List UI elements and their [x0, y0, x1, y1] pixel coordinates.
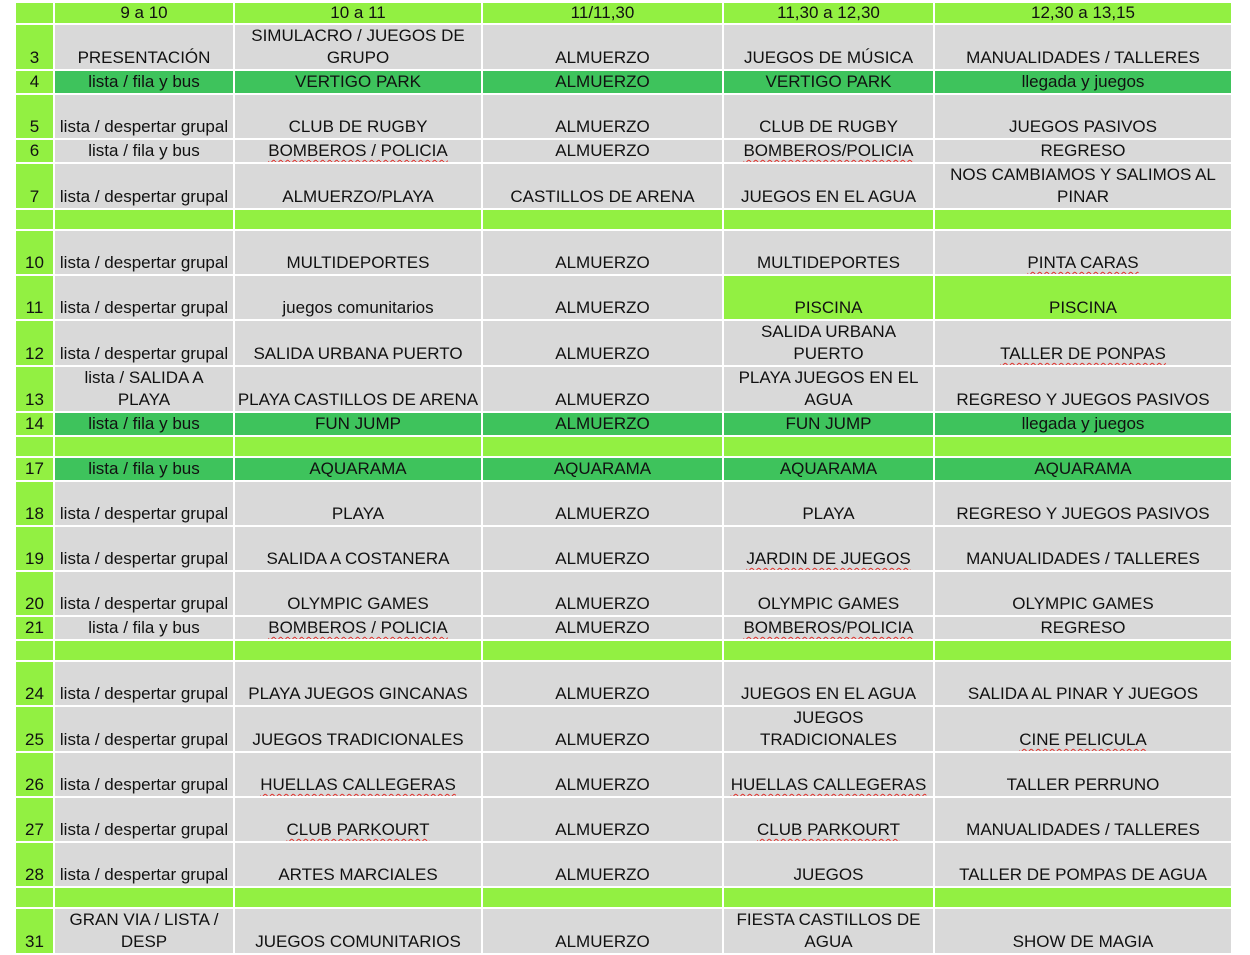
separator-cell[interactable] [16, 641, 53, 660]
day-cell[interactable]: 12 [16, 321, 53, 365]
activity-cell[interactable]: lista / despertar grupal [55, 164, 233, 208]
activity-cell[interactable]: JUEGOS TRADICIONALES [235, 707, 481, 751]
activity-cell[interactable] [235, 753, 481, 796]
day-cell[interactable]: 18 [16, 482, 53, 525]
spell-flagged-text: PINTA CARAS [1027, 253, 1139, 272]
table-row [16, 572, 1231, 615]
table-row [16, 909, 1231, 953]
activity-cell[interactable]: FUN JUMP [724, 413, 933, 435]
activity-cell[interactable]: PISCINA [724, 276, 933, 319]
table-row [16, 25, 1231, 69]
activity-cell[interactable] [724, 798, 933, 841]
activity-cell[interactable]: PISCINA [935, 276, 1231, 319]
separator-cell[interactable] [55, 641, 233, 660]
activity-cell[interactable]: llegada y juegos [935, 71, 1231, 93]
activity-cell[interactable]: ALMUERZO [483, 527, 722, 570]
header-cell[interactable]: 12,30 a 13,15 [935, 3, 1231, 23]
activity-cell[interactable]: SALIDA URBANA PUERTO [724, 321, 933, 365]
table-row [16, 798, 1231, 841]
table-row [16, 321, 1231, 365]
activity-cell[interactable]: JUEGOS EN EL AGUA [724, 164, 933, 208]
activity-cell[interactable]: JUEGOS EN EL AGUA [724, 662, 933, 705]
table-row [16, 662, 1231, 705]
activity-cell[interactable]: REGRESO [935, 140, 1231, 162]
day-cell[interactable]: 19 [16, 527, 53, 570]
activity-cell[interactable]: lista / despertar grupal [55, 662, 233, 705]
header-cell[interactable]: 11,30 a 12,30 [724, 3, 933, 23]
activity-cell[interactable]: SALIDA A COSTANERA [235, 527, 481, 570]
day-cell[interactable]: 21 [16, 617, 53, 639]
spell-flagged-text: BOMBEROS/POLICIA [743, 141, 914, 160]
activity-cell[interactable]: ALMUERZO [483, 367, 722, 411]
activity-cell[interactable]: SALIDA AL PINAR Y JUEGOS [935, 662, 1231, 705]
activity-cell[interactable] [724, 527, 933, 570]
separator-cell[interactable] [483, 437, 722, 456]
activity-cell[interactable]: MANUALIDADES / TALLERES [935, 798, 1231, 841]
activity-cell[interactable]: OLYMPIC GAMES [724, 572, 933, 615]
spell-flagged-text: BOMBEROS / POLICIA [268, 141, 448, 160]
activity-cell[interactable] [935, 321, 1231, 365]
activity-cell[interactable]: PLAYA CASTILLOS DE ARENA [235, 367, 481, 411]
spell-flagged-text: JARDIN DE JUEGOS [746, 549, 911, 568]
activity-cell[interactable]: NOS CAMBIAMOS Y SALIMOS AL PINAR [935, 164, 1231, 208]
separator-cell[interactable] [724, 210, 933, 229]
activity-cell[interactable]: lista / despertar grupal [55, 527, 233, 570]
separator-cell[interactable] [483, 641, 722, 660]
spell-flagged-text: CINE PELICULA [1019, 730, 1147, 749]
week-separator-row [16, 641, 1231, 660]
activity-cell[interactable]: VERTIGO PARK [235, 71, 481, 93]
activity-cell[interactable]: OLYMPIC GAMES [235, 572, 481, 615]
activity-cell[interactable]: ALMUERZO/PLAYA [235, 164, 481, 208]
activity-cell[interactable]: lista / despertar grupal [55, 231, 233, 274]
table-row [16, 843, 1231, 886]
day-cell[interactable]: 20 [16, 572, 53, 615]
separator-cell[interactable] [16, 437, 53, 456]
activity-cell[interactable] [235, 617, 481, 639]
day-cell[interactable]: 3 [16, 25, 53, 69]
activity-cell[interactable]: ALMUERZO [483, 617, 722, 639]
separator-cell[interactable] [724, 437, 933, 456]
activity-cell[interactable]: CASTILLOS DE ARENA [483, 164, 722, 208]
activity-cell[interactable]: JUEGOS PASIVOS [935, 95, 1231, 138]
activity-cell[interactable]: PRESENTACIÓN [55, 25, 233, 69]
day-cell[interactable]: 24 [16, 662, 53, 705]
separator-cell[interactable] [55, 888, 233, 907]
activity-cell[interactable]: ALMUERZO [483, 909, 722, 953]
activity-cell[interactable]: PLAYA [235, 482, 481, 525]
table-row [16, 707, 1231, 751]
separator-cell[interactable] [235, 437, 481, 456]
activity-cell[interactable]: VERTIGO PARK [724, 71, 933, 93]
activity-cell[interactable]: lista / despertar grupal [55, 482, 233, 525]
activity-cell[interactable]: SALIDA URBANA PUERTO [235, 321, 481, 365]
day-cell[interactable]: 14 [16, 413, 53, 435]
separator-cell[interactable] [724, 888, 933, 907]
activity-cell[interactable] [724, 617, 933, 639]
activity-cell[interactable]: AQUARAMA [935, 458, 1231, 480]
activity-cell[interactable]: ALMUERZO [483, 798, 722, 841]
activity-cell[interactable] [724, 753, 933, 796]
day-cell[interactable]: 27 [16, 798, 53, 841]
day-cell[interactable]: 5 [16, 95, 53, 138]
table-row [16, 71, 1231, 93]
activity-cell[interactable] [235, 798, 481, 841]
activity-cell[interactable]: SHOW DE MAGIA [935, 909, 1231, 953]
activity-cell[interactable]: lista / despertar grupal [55, 707, 233, 751]
activity-cell[interactable]: OLYMPIC GAMES [935, 572, 1231, 615]
activity-cell[interactable]: REGRESO Y JUEGOS PASIVOS [935, 482, 1231, 525]
table-row [16, 164, 1231, 208]
activity-cell[interactable]: lista / SALIDA A PLAYA [55, 367, 233, 411]
activity-cell[interactable]: ALMUERZO [483, 413, 722, 435]
week-separator-row [16, 888, 1231, 907]
day-cell[interactable]: 11 [16, 276, 53, 319]
activity-cell[interactable]: PLAYA JUEGOS EN EL AGUA [724, 367, 933, 411]
day-cell[interactable]: 4 [16, 71, 53, 93]
activity-cell[interactable]: MANUALIDADES / TALLERES [935, 527, 1231, 570]
table-row [16, 482, 1231, 525]
activity-cell[interactable]: lista / despertar grupal [55, 843, 233, 886]
activity-cell[interactable]: PLAYA [724, 482, 933, 525]
table-row [16, 140, 1231, 162]
activity-cell[interactable]: AQUARAMA [724, 458, 933, 480]
activity-cell[interactable]: JUEGOS DE MÚSICA [724, 25, 933, 69]
activity-cell[interactable]: lista / fila y bus [55, 458, 233, 480]
activity-cell[interactable]: AQUARAMA [235, 458, 481, 480]
header-cell[interactable]: 11/11,30 [483, 3, 722, 23]
week-separator-row [16, 437, 1231, 456]
activity-cell[interactable]: CLUB DE RUGBY [724, 95, 933, 138]
activity-cell[interactable]: ALMUERZO [483, 662, 722, 705]
activity-cell[interactable]: REGRESO [935, 617, 1231, 639]
spell-flagged-text: HUELLAS CALLEGERAS [260, 775, 456, 794]
activity-cell[interactable]: REGRESO Y JUEGOS PASIVOS [935, 367, 1231, 411]
separator-cell[interactable] [935, 210, 1231, 229]
table-row [16, 458, 1231, 480]
activity-cell[interactable]: ALMUERZO [483, 843, 722, 886]
header-row [16, 3, 1231, 23]
corner-cell[interactable] [16, 3, 53, 23]
activity-cell[interactable]: JUEGOS TRADICIONALES [724, 707, 933, 751]
day-cell[interactable]: 26 [16, 753, 53, 796]
separator-cell[interactable] [935, 437, 1231, 456]
separator-cell[interactable] [724, 641, 933, 660]
activity-cell[interactable]: ARTES MARCIALES [235, 843, 481, 886]
header-cell[interactable]: 10 a 11 [235, 3, 481, 23]
activity-cell[interactable]: FUN JUMP [235, 413, 481, 435]
activity-cell[interactable]: lista / despertar grupal [55, 753, 233, 796]
day-cell[interactable]: 13 [16, 367, 53, 411]
activity-cell[interactable]: lista / despertar grupal [55, 95, 233, 138]
activity-cell[interactable] [935, 707, 1231, 751]
activity-cell[interactable]: ALMUERZO [483, 71, 722, 93]
activity-cell[interactable]: ALMUERZO [483, 25, 722, 69]
day-cell[interactable]: 10 [16, 231, 53, 274]
spell-flagged-text: HUELLAS CALLEGERAS [730, 775, 927, 794]
activity-cell[interactable]: lista / fila y bus [55, 140, 233, 162]
activity-cell[interactable]: ALMUERZO [483, 231, 722, 274]
activity-cell[interactable]: SIMULACRO / JUEGOS DE GRUPO [235, 25, 481, 69]
table-row [16, 527, 1231, 570]
separator-cell[interactable] [16, 888, 53, 907]
activity-cell[interactable]: ALMUERZO [483, 276, 722, 319]
separator-cell[interactable] [235, 210, 481, 229]
activity-cell[interactable]: TALLER DE POMPAS DE AGUA [935, 843, 1231, 886]
separator-cell[interactable] [235, 641, 481, 660]
table-row [16, 276, 1231, 319]
week-separator-row [16, 210, 1231, 229]
separator-cell[interactable] [483, 210, 722, 229]
day-cell[interactable]: 6 [16, 140, 53, 162]
separator-cell[interactable] [935, 641, 1231, 660]
table-row [16, 367, 1231, 411]
activity-cell[interactable]: lista / despertar grupal [55, 798, 233, 841]
activity-cell[interactable]: ALMUERZO [483, 95, 722, 138]
table-row [16, 95, 1231, 138]
activity-cell[interactable]: ALMUERZO [483, 707, 722, 751]
day-cell[interactable]: 31 [16, 909, 53, 953]
separator-cell[interactable] [235, 888, 481, 907]
table-row [16, 231, 1231, 274]
activity-cell[interactable] [724, 140, 933, 162]
activity-cell[interactable]: lista / fila y bus [55, 413, 233, 435]
activity-cell[interactable]: lista / fila y bus [55, 617, 233, 639]
activity-cell[interactable]: MULTIDEPORTES [235, 231, 481, 274]
activity-cell[interactable]: TALLER PERRUNO [935, 753, 1231, 796]
activity-cell[interactable]: ALMUERZO [483, 753, 722, 796]
activity-cell[interactable]: juegos comunitarios [235, 276, 481, 319]
spell-flagged-text: BOMBEROS/POLICIA [743, 618, 914, 637]
activity-cell[interactable]: ALMUERZO [483, 140, 722, 162]
day-cell[interactable]: 25 [16, 707, 53, 751]
activity-cell[interactable]: lista / despertar grupal [55, 572, 233, 615]
activity-cell[interactable]: ALMUERZO [483, 321, 722, 365]
spell-flagged-text: CLUB PARKOURT [286, 820, 430, 839]
activity-cell[interactable]: GRAN VIA / LISTA / DESP [55, 909, 233, 953]
separator-cell[interactable] [55, 210, 233, 229]
schedule-table [14, 1, 1233, 955]
spell-flagged-text: BOMBEROS / POLICIA [268, 618, 448, 637]
activity-cell[interactable]: llegada y juegos [935, 413, 1231, 435]
spell-flagged-text: TALLER DE PONPAS [1000, 344, 1166, 363]
activity-cell[interactable] [935, 231, 1231, 274]
activity-cell[interactable]: AQUARAMA [483, 458, 722, 480]
separator-cell[interactable] [935, 888, 1231, 907]
header-cell[interactable]: 9 a 10 [55, 3, 233, 23]
activity-cell[interactable]: JUEGOS [724, 843, 933, 886]
activity-cell[interactable]: CLUB DE RUGBY [235, 95, 481, 138]
table-row [16, 617, 1231, 639]
activity-cell[interactable]: lista / despertar grupal [55, 321, 233, 365]
day-cell[interactable]: 7 [16, 164, 53, 208]
table-row [16, 753, 1231, 796]
table-row [16, 413, 1231, 435]
separator-cell[interactable] [55, 437, 233, 456]
activity-cell[interactable]: lista / despertar grupal [55, 276, 233, 319]
day-cell[interactable]: 17 [16, 458, 53, 480]
activity-cell[interactable]: PLAYA JUEGOS GINCANAS [235, 662, 481, 705]
activity-cell[interactable]: lista / fila y bus [55, 71, 233, 93]
activity-cell[interactable]: MULTIDEPORTES [724, 231, 933, 274]
spell-flagged-text: CLUB PARKOURT [757, 820, 900, 839]
separator-cell[interactable] [483, 888, 722, 907]
activity-cell[interactable]: ALMUERZO [483, 572, 722, 615]
activity-cell[interactable]: MANUALIDADES / TALLERES [935, 25, 1231, 69]
activity-cell[interactable]: ALMUERZO [483, 482, 722, 525]
activity-cell[interactable]: FIESTA CASTILLOS DE AGUA [724, 909, 933, 953]
activity-cell[interactable] [235, 140, 481, 162]
separator-cell[interactable] [16, 210, 53, 229]
day-cell[interactable]: 28 [16, 843, 53, 886]
activity-cell[interactable]: JUEGOS COMUNITARIOS [235, 909, 481, 953]
